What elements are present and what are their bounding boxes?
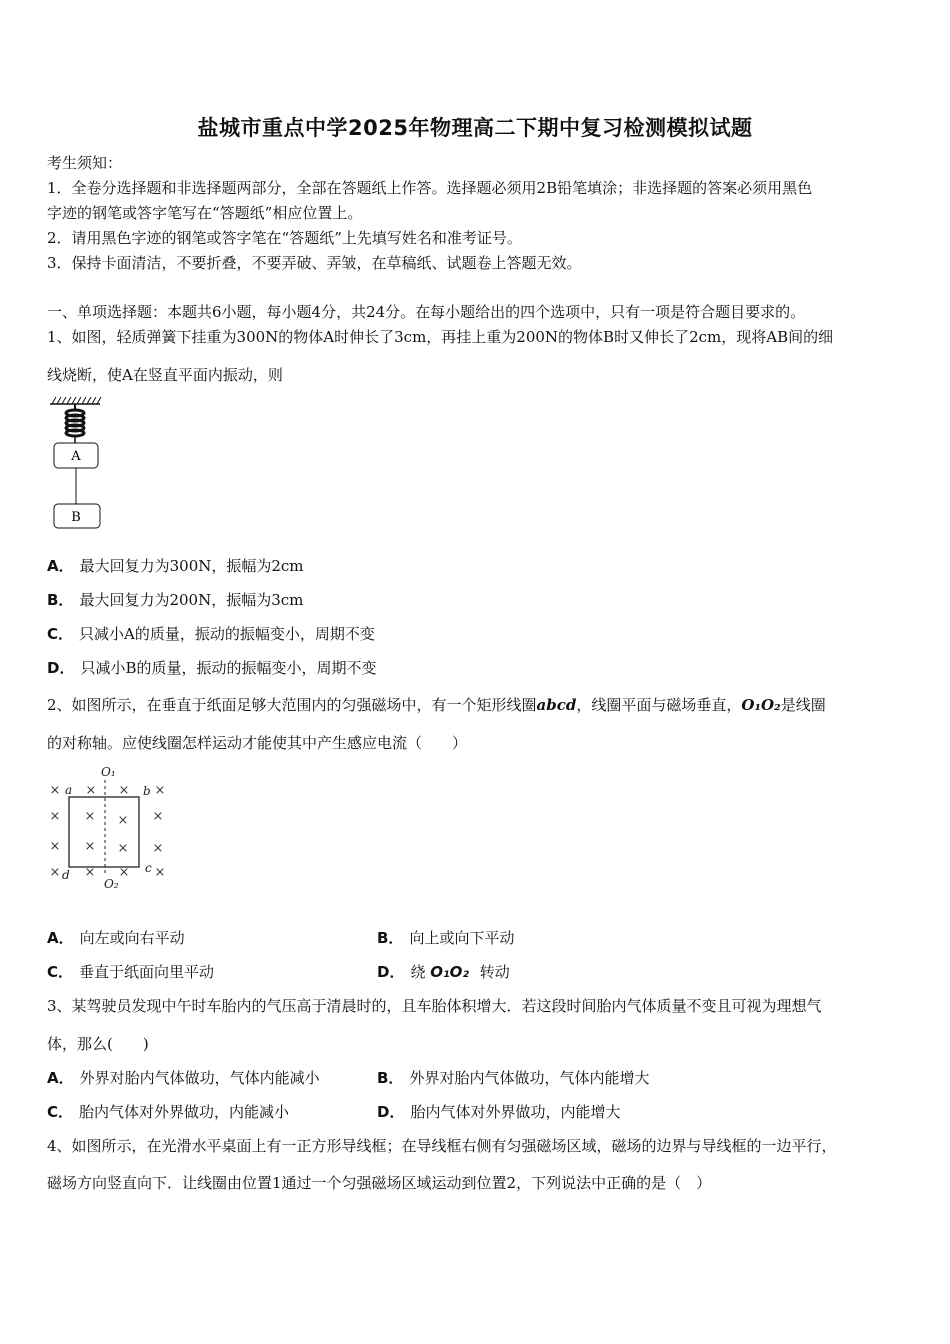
- svg-text:×: ×: [152, 841, 164, 856]
- rectangular-coil: [69, 797, 139, 867]
- svg-text:×: ×: [154, 865, 166, 880]
- q3-option-b: B． 外界对胎内气体做功，气体内能增大: [377, 1069, 650, 1087]
- svg-text:×: ×: [118, 783, 130, 798]
- svg-text:×: ×: [85, 783, 97, 798]
- q2-stem-line-1: 2、如图所示，在垂直于纸面足够大范围内的匀强磁场中，有一个矩形线圈abcd，线圈平面与磁场垂直，O₁O₂是线圈: [47, 696, 826, 714]
- notice-item-3: 3．保持卡面清洁，不要折叠，不要弄破、弄皱，在草稿纸、试题卷上答题无效。: [47, 254, 582, 272]
- q3-stem-line-2: 体，那么( ): [47, 1035, 149, 1053]
- q4-stem-line-2: 磁场方向竖直向下．让线圈由位置1通过一个匀强磁场区域运动到位置2，下列说法中正确的是（ ）: [47, 1174, 712, 1192]
- q1-option-c: C． 只减小A的质量，振动的振幅变小，周期不变: [47, 625, 375, 643]
- svg-text:×: ×: [117, 841, 129, 856]
- block-b-label: B: [71, 510, 81, 525]
- label-c: c: [145, 861, 152, 875]
- notice-heading: 考生须知：: [47, 154, 123, 172]
- notice-item-1-line-1: 1．全卷分选择题和非选择题两部分，全部在答题纸上作答。选择题必须用2B铅笔填涂；非选择题的答案必须用黑色: [47, 179, 813, 197]
- q3-option-c: C． 胎内气体对外界做功，内能减小: [47, 1103, 290, 1121]
- q4-stem-line-1: 4、如图所示，在光滑水平桌面上有一正方形导线框；在导线框右侧有匀强磁场区域，磁场的边界与导线框的一边平行，: [47, 1137, 837, 1155]
- section-heading: 一、单项选择题：本题共6小题，每小题4分，共24分。在每小题给出的四个选项中，只有一项是符合题目要求的。: [47, 303, 806, 321]
- q3-option-a: A． 外界对胎内气体做功，气体内能减小: [47, 1069, 320, 1087]
- svg-text:×: ×: [117, 813, 129, 828]
- ceiling-hatch: [50, 397, 101, 404]
- svg-text:×: ×: [49, 839, 61, 854]
- q3-option-d: D． 胎内气体对外界做功，内能增大: [377, 1103, 621, 1121]
- svg-text:×: ×: [152, 809, 164, 824]
- notice-item-2: 2．请用黑色字迹的钢笔或答字笔在“答题纸”上先填写姓名和准考证号。: [47, 229, 522, 247]
- q1-option-d: D． 只减小B的质量，振动的振幅变小，周期不变: [47, 659, 377, 677]
- notice-item-1-line-2: 字迹的钢笔或答字笔写在“答题纸”相应位置上。: [47, 204, 363, 222]
- label-o2: O₂: [104, 877, 119, 891]
- svg-text:×: ×: [84, 809, 96, 824]
- svg-text:×: ×: [49, 783, 61, 798]
- q1-option-a: A． 最大回复力为300N，振幅为2cm: [47, 557, 304, 575]
- q3-stem-line-1: 3、某驾驶员发现中午时车胎内的气压高于清晨时的，且车胎体积增大．若这段时间胎内气体质量不变且可视为理想气: [47, 997, 822, 1015]
- svg-text:×: ×: [49, 865, 61, 880]
- block-a-label: A: [71, 449, 81, 464]
- svg-text:×: ×: [118, 865, 130, 880]
- q1-stem-line-2: 线烧断，使A在竖直平面内振动，则: [47, 366, 283, 384]
- q2-option-d: D． 绕 O₁O₂ 转动: [377, 963, 510, 981]
- q2-stem-line-2: 的对称轴。应使线圈怎样运动才能使其中产生感应电流（ ）: [47, 734, 468, 752]
- label-b: b: [143, 784, 151, 798]
- q2-option-a: A． 向左或向右平动: [47, 929, 185, 947]
- q2-magnetic-field-figure: [46, 762, 176, 894]
- q1-option-b: B． 最大回复力为200N，振幅为3cm: [47, 591, 304, 609]
- svg-text:×: ×: [154, 783, 166, 798]
- svg-text:×: ×: [84, 839, 96, 854]
- label-d: d: [62, 868, 70, 882]
- spring-coil: [66, 404, 84, 443]
- label-a: a: [65, 783, 73, 797]
- q1-stem-line-1: 1、如图，轻质弹簧下挂重为300N的物体A时伸长了3cm，再挂上重为200N的物体B时又伸长了2cm，现将AB间的细: [47, 328, 834, 346]
- q2-option-c: C． 垂直于纸面向里平动: [47, 963, 215, 981]
- label-o1: O₁: [101, 765, 116, 779]
- svg-text:×: ×: [84, 865, 96, 880]
- q1-spring-figure: [44, 394, 114, 534]
- q2-option-b: B． 向上或向下平动: [377, 929, 515, 947]
- svg-text:×: ×: [49, 809, 61, 824]
- page-title: 盐城市重点中学2025年物理高二下期中复习检测模拟试题: [197, 116, 753, 140]
